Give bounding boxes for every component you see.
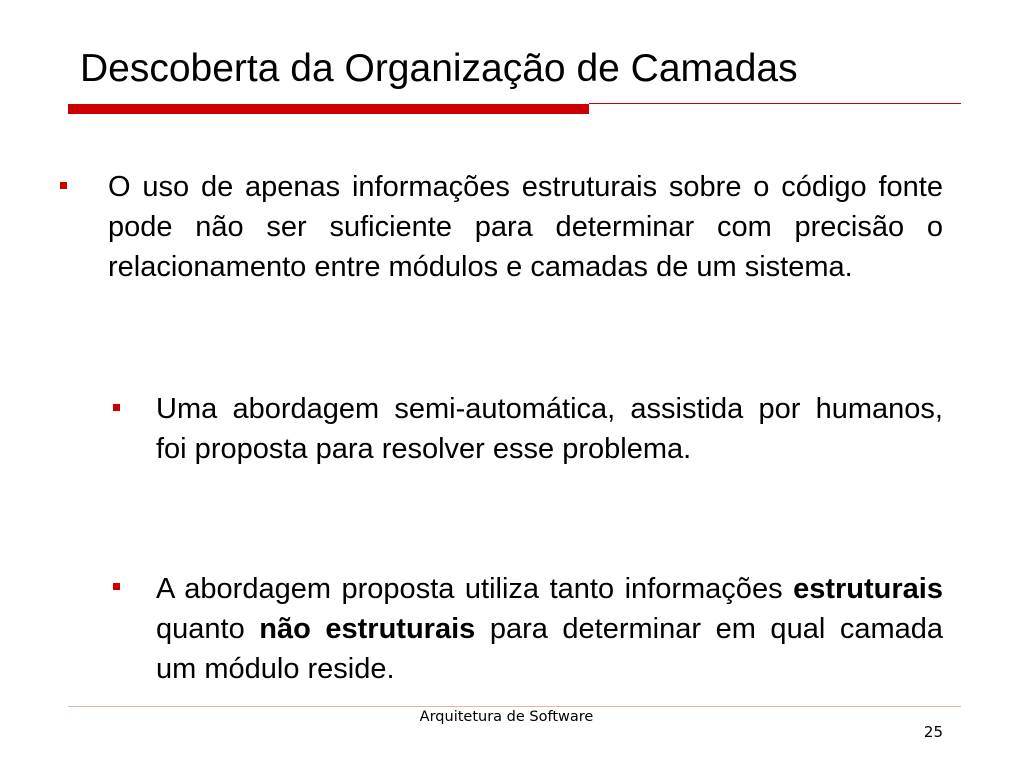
text-run: para determinar em qual camada um módulo reside. (156, 613, 943, 685)
text-run: quanto (156, 613, 260, 645)
bold-term-non-structural: não estruturais (259, 613, 476, 645)
footer-divider (68, 706, 961, 707)
text-run: A abordagem proposta utiliza tanto informações (156, 573, 794, 605)
sub-bullet-paragraph-2 (156, 569, 943, 689)
sub-bullet-paragraph-1: Uma abordagem semi-automática, assistida por humanos, foi proposta para resolver esse problema. (156, 393, 943, 465)
bullet-paragraph-1: O uso de apenas informações estruturais sobre o código fonte pode não ser suficiente para determinar com precisão o relacionamento entre módulos e camadas de um sistema. (108, 171, 943, 283)
square-bullet-icon (113, 404, 120, 411)
square-bullet-icon (113, 583, 120, 590)
footer-course-title: Arquitetura de Software (419, 709, 594, 725)
title-underline-thin (589, 103, 961, 104)
page-number: 25 (923, 723, 943, 741)
title-underline-thick (68, 104, 589, 114)
bold-term-structural: estruturais (793, 573, 943, 605)
slide-title: Descoberta da Organização de Camadas (80, 47, 798, 90)
square-bullet-icon (60, 182, 67, 189)
